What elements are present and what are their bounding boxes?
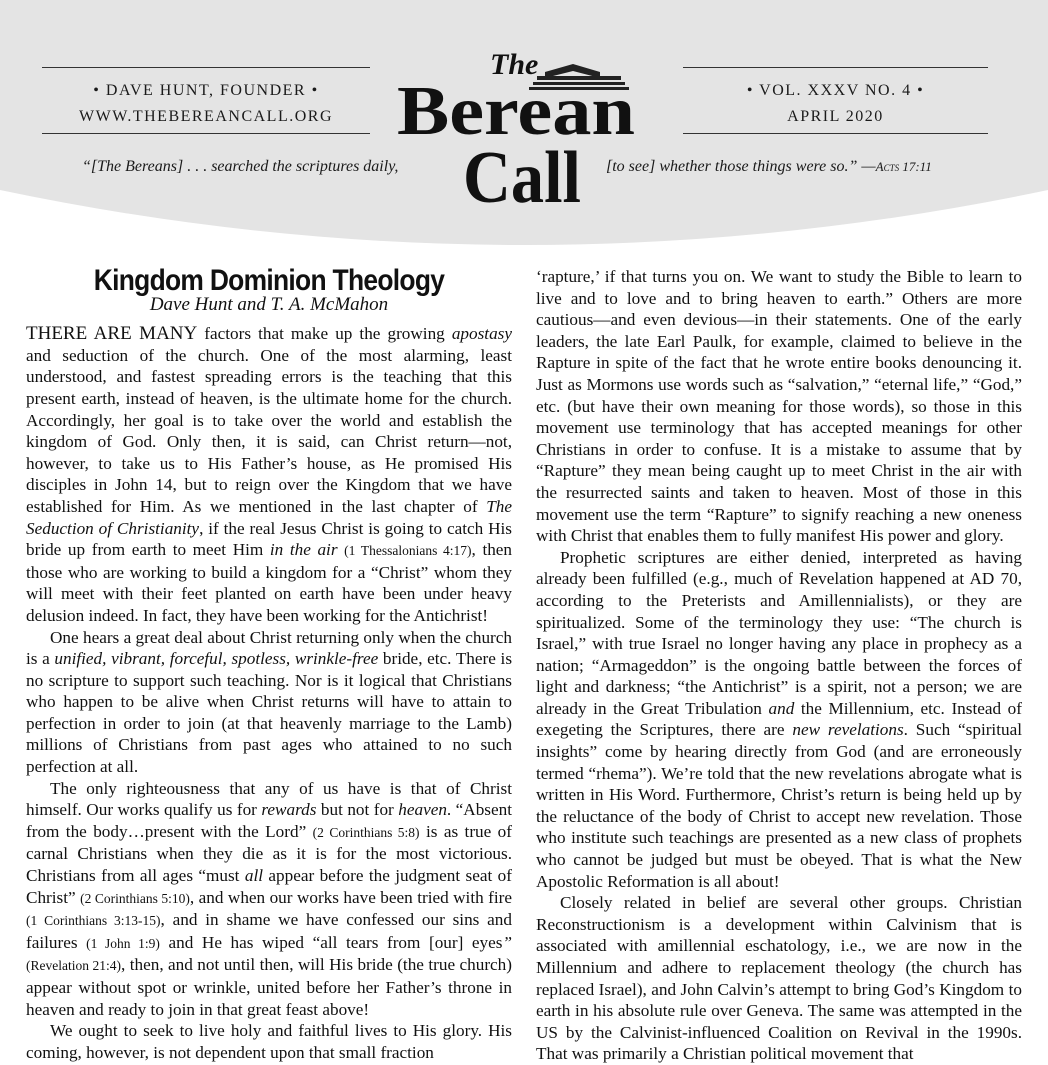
website-link[interactable]: WWW.THEBEREANCALL.ORG [79,108,333,125]
article-paragraph: Prophetic scriptures are either denied, interpreted as having already been fulfilled (e.g., much of Revelation happened at AD 70, according to the Preterists and Amillennialists), or they are spiritualized. Some of the terminology they use: “The church is Israel,” with true Israel no longer having any place in prophecy as a nation; “Armageddon” is the ongoing battle between the forces of light and darkness; “the Antichrist” is a spirit, not a person; we are already in the Great Tribulation and the Millennium, etc. Instead of exegeting the Scriptures, there are new revelations. Such “spiritual insights” come by hearing directly from God (and are erroneously termed “rhema”). We’re told that the new revelations abrogate what is written in His Word. Furthermore, Christ’s return is being held up by the reluctance of the body of Christ to accept new revelation. Those who institute such teachings are presented as a new class of prophets who cannot be judged but must be obeyed. That is what the New Apostolic Reformation is all about! [536,547,1022,891]
rule-bottom-right [683,133,988,134]
article-column-right [536,266,1022,1065]
article-title: Kingdom Dominion Theology [93,264,445,297]
scripture-quote-right [606,158,932,176]
right-paragraphs [536,266,1022,1065]
article-byline: Dave Hunt and T. A. McMahon [149,293,389,315]
article-column-left [26,258,512,1063]
svg-text:Berean: Berean [397,73,635,150]
rule-top-right [683,67,988,68]
article-paragraph: Closely related in belief are several other groups. Christian Reconstructionism is a development within Calvinism that is associated with amillennial eschatology, i.e., we are now in the Millennium and adhere to replacement theology (the church has replaced Israel), and John Calvin’s attempt to bring God’s Kingdom to earth in his absolute rule over Geneva. The same was attempted in the US by the Calvinist-influenced Coalition on Revival in the 1990s. That was primarily a Christian political movement that [536,893,1022,1064]
article-paragraph: One hears a great deal about Christ returning only when the church is a unified, vibrant, forceful, spotless, wrinkle-free bride, etc. There is no scripture to support such teaching. Nor is it logical that Christians who happen to be alive when Christ returns will have to attain to perfection in order to join (at that heavenly marriage to the Lamb) millions of Christians from past ages who attained to no such perfection at all. [26,627,513,777]
quote-reference: Acts 17:11 [875,159,932,174]
left-paragraphs [26,323,512,1063]
article-paragraph: We ought to seek to live holy and faithful lives to His glory. His coming, however, is not dependent upon that small fraction [26,1021,512,1062]
issue-date: APRIL 2020 [787,108,884,125]
issue-block [683,78,988,130]
article-paragraph: THERE ARE MANY factors that make up the growing apostasy and seduction of the church. One of the most alarming, least understood, and fastest spreading errors is the teaching that this present earth, instead of heaven, is the ultimate home for the church. Accordingly, her goal is to take over the world and establish the kingdom of God. Only then, it is said, can Christ return—not, however, to take us to His Father’s house, as He promised His disciples in John 14, but to reign over the Kingdom that we have established for Him. As we mentioned in the last chapter of The Seduction of Christianity, if the real Jesus Christ is going to catch His bride up from earth to meet Him in the air (1 Thessalonians 4:17), then those who are working to build a kingdom for a “Christ” whom they will meet with their feet planted on earth have been under heavy delusion indeed. In fact, they have been working for the Antichrist! [26,323,513,625]
founder-block [42,78,370,130]
quote-right-text: [to see] whether those things were so.” — [606,158,876,175]
founder-line: • DAVE HUNT, FOUNDER • [93,82,319,99]
berean-call-logo [395,34,645,219]
svg-text:Call: Call [463,137,581,219]
scripture-quote-left: “[The Bereans] . . . searched the scriptures daily, [82,158,399,175]
masthead [0,0,1048,250]
volume-line: • VOL. XXXV NO. 4 • [746,82,925,99]
article-paragraph: ‘rapture,’ if that turns you on. We want to study the Bible to learn to live and to love and to bring heaven to earth.” Others are more cautious—and even devious—in their statements. One of the early leaders, the late Earl Paulk, for example, claimed to believe in the Rapture in spite of the fact that he wrote entire books denouncing it. Just as Mormons use words such as “salvation,” “eternal life,” “God,” etc. (but have their own meaning for those words), so those in this movement use terminology that has accepted meanings for other Christians in order to confuse. It is a mistake to assume that by “Rapture” they mean being caught up to meet Christ in the air with the resurrected saints and taken to heaven. Most of those in this movement use the term “Rapture” to signify reaching a new oneness with Christ that enables them to fully manifest His power and glory. [536,267,1022,546]
rule-bottom-left [42,133,370,134]
svg-text:The: The [490,48,539,81]
article-paragraph: The only righteousness that any of us have is that of Christ himself. Our works qualify us for rewards but not for heaven. “Absent from the body…present with the Lord” (2 Corinthians 5:8) is as true of carnal Christians when they die as it is for the most victorious. Christians from all ages “must all appear before the judgment seat of Christ” (2 Corinthians 5:10), and when our works have been tried with fire (1 Corinthians 3:13-15), and in shame we have confessed our sins and failures (1 John 1:9) and He has wiped “all tears from [our] eyes” (Revelation 21:4), then, and not until then, will His bride (the true church) appear without spot or wrinkle, united before her Father’s throne in heaven and ready to join in that great feast above! [26,778,512,1019]
rule-top-left [42,67,370,68]
